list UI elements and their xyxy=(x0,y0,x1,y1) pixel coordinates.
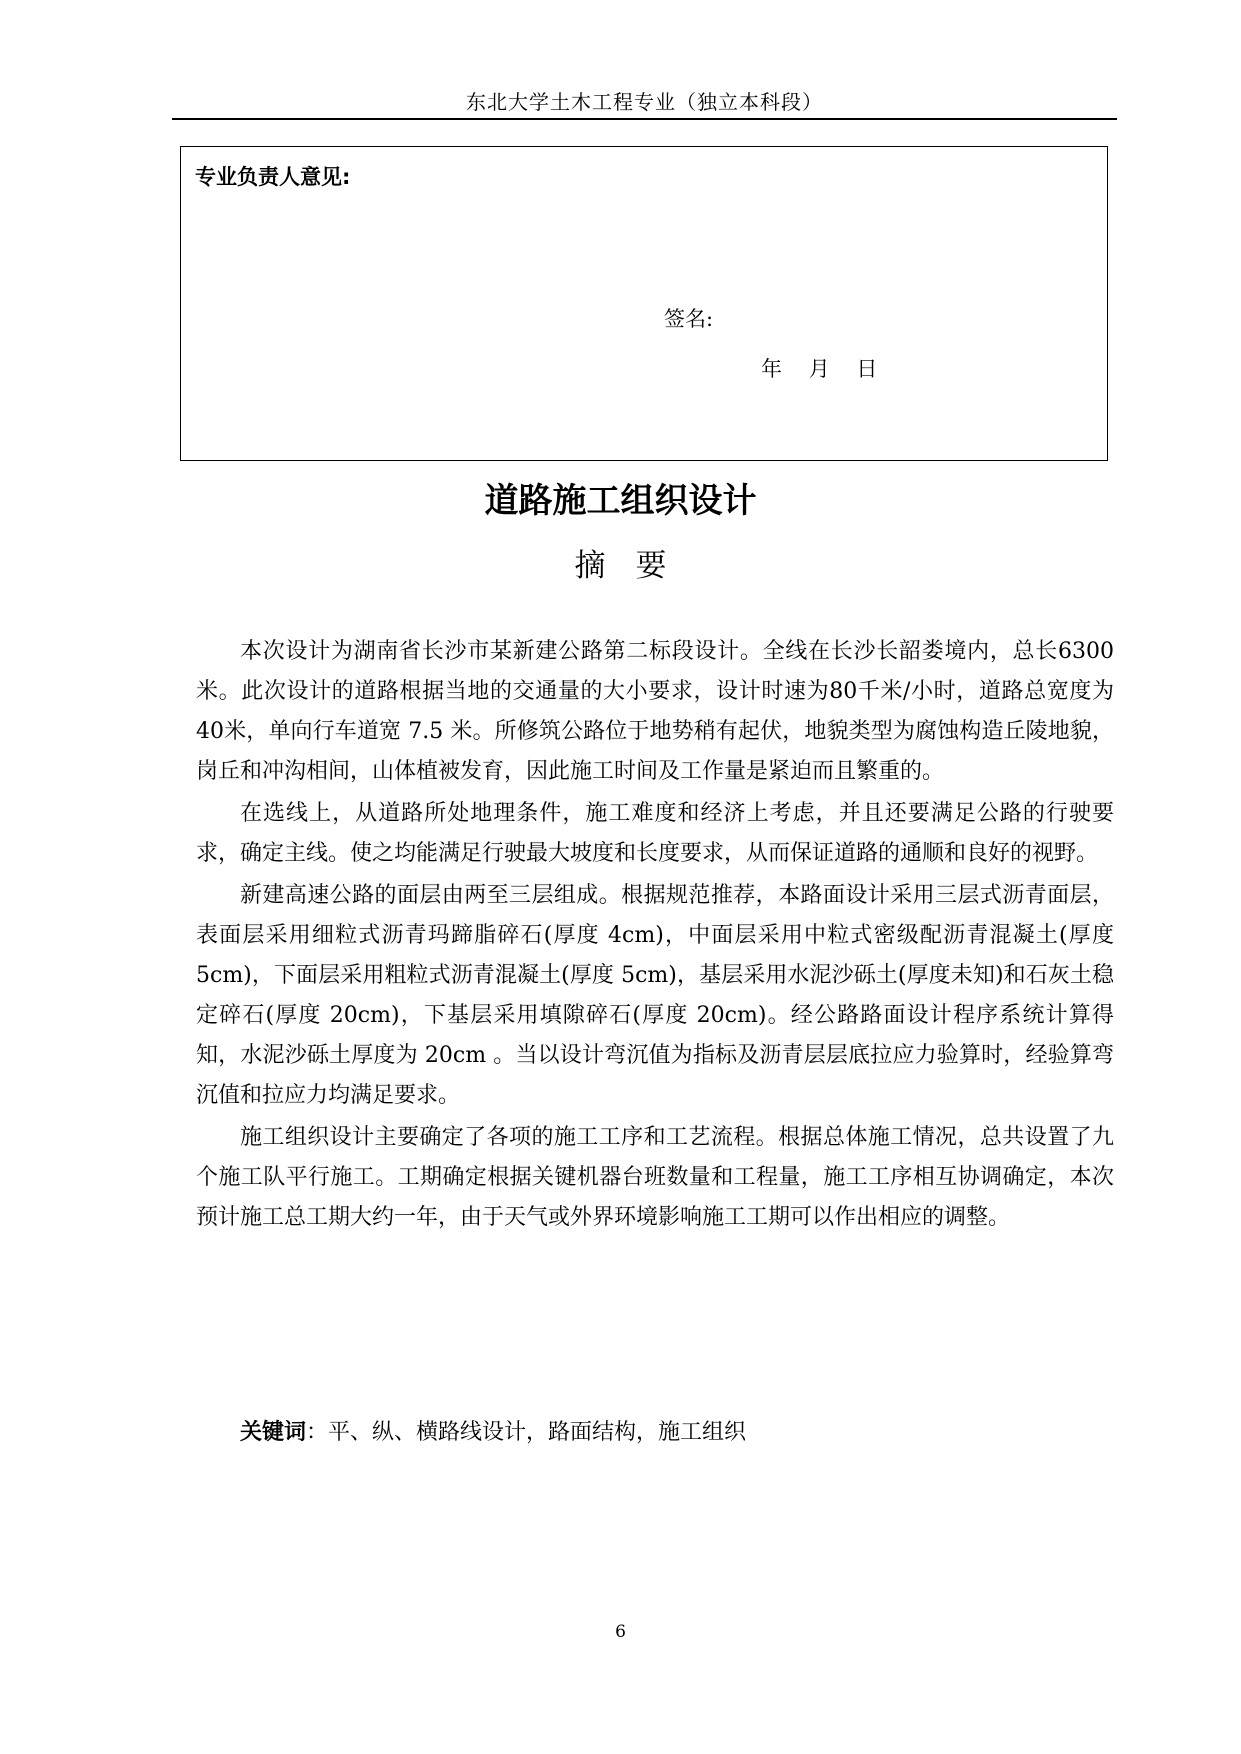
abstract-body xyxy=(196,632,1114,1240)
document-title: 道路施工组织设计 xyxy=(484,481,757,521)
keywords-line xyxy=(240,1415,746,1446)
page-number: 6 xyxy=(615,1622,626,1642)
keywords-text: ：平、纵、横路线设计，路面结构，施工组织 xyxy=(306,1420,747,1445)
date-line: 年 月 日 xyxy=(761,357,878,381)
abstract-paragraph: 本次设计为湖南省长沙市某新建公路第二标段设计。全线在长沙长韶娄境内，总长6300米。此次设计的道路根据当地的交通量的大小要求，设计时速为80千米/小时，道路总宽度为40米，单向行车道宽 7.5 米。所修筑公路位于地势稍有起伏，地貌类型为腐蚀构造丘陵地貌，岗丘和冲沟相间，山体植被发育，因此施工时间及工作量是紧迫而且繁重的。 xyxy=(196,639,1114,784)
signature-label: 签名: xyxy=(664,307,714,331)
running-header: 东北大学土木工程专业（独立本科段） xyxy=(466,90,823,114)
abstract-paragraph: 新建高速公路的面层由两至三层组成。根据规范推荐，本路面设计采用三层式沥青面层，表面层采用细粒式沥青玛蹄脂碎石(厚度 4cm)，中面层采用中粒式密级配沥青混凝土(厚度 5cm)，下面层采用粗粒式沥青混凝土(厚度 5cm)，基层采用水泥沙砾土(厚度未知)和石灰土稳定碎石(厚度 20cm)，下基层采用填隙碎石(厚度 20cm)。经公路路面设计程序系统计算得知，水泥沙砾土厚度为 20cm 。当以设计弯沉值为指标及沥青层层底拉应力验算时，经验算弯沉值和拉应力均满足要求。 xyxy=(196,883,1114,1108)
opinion-box xyxy=(180,146,1108,461)
abstract-heading: 摘要 xyxy=(574,548,697,584)
keywords-label: 关键词 xyxy=(240,1420,307,1445)
abstract-paragraph: 施工组织设计主要确定了各项的施工工序和工艺流程。根据总体施工情况，总共设置了九个施工队平行施工。工期确定根据关键机器台班数量和工程量，施工工序相互协调确定，本次预计施工总工期大约一年，由于天气或外界环境影响施工工期可以作出相应的调整。 xyxy=(196,1125,1114,1230)
opinion-label: 专业负责人意见: xyxy=(195,165,351,189)
abstract-paragraph: 在选线上，从道路所处地理条件，施工难度和经济上考虑，并且还要满足公路的行驶要求，确定主线。使之均能满足行驶最大坡度和长度要求，从而保证道路的通顺和良好的视野。 xyxy=(196,801,1114,866)
header-rule xyxy=(172,118,1117,120)
